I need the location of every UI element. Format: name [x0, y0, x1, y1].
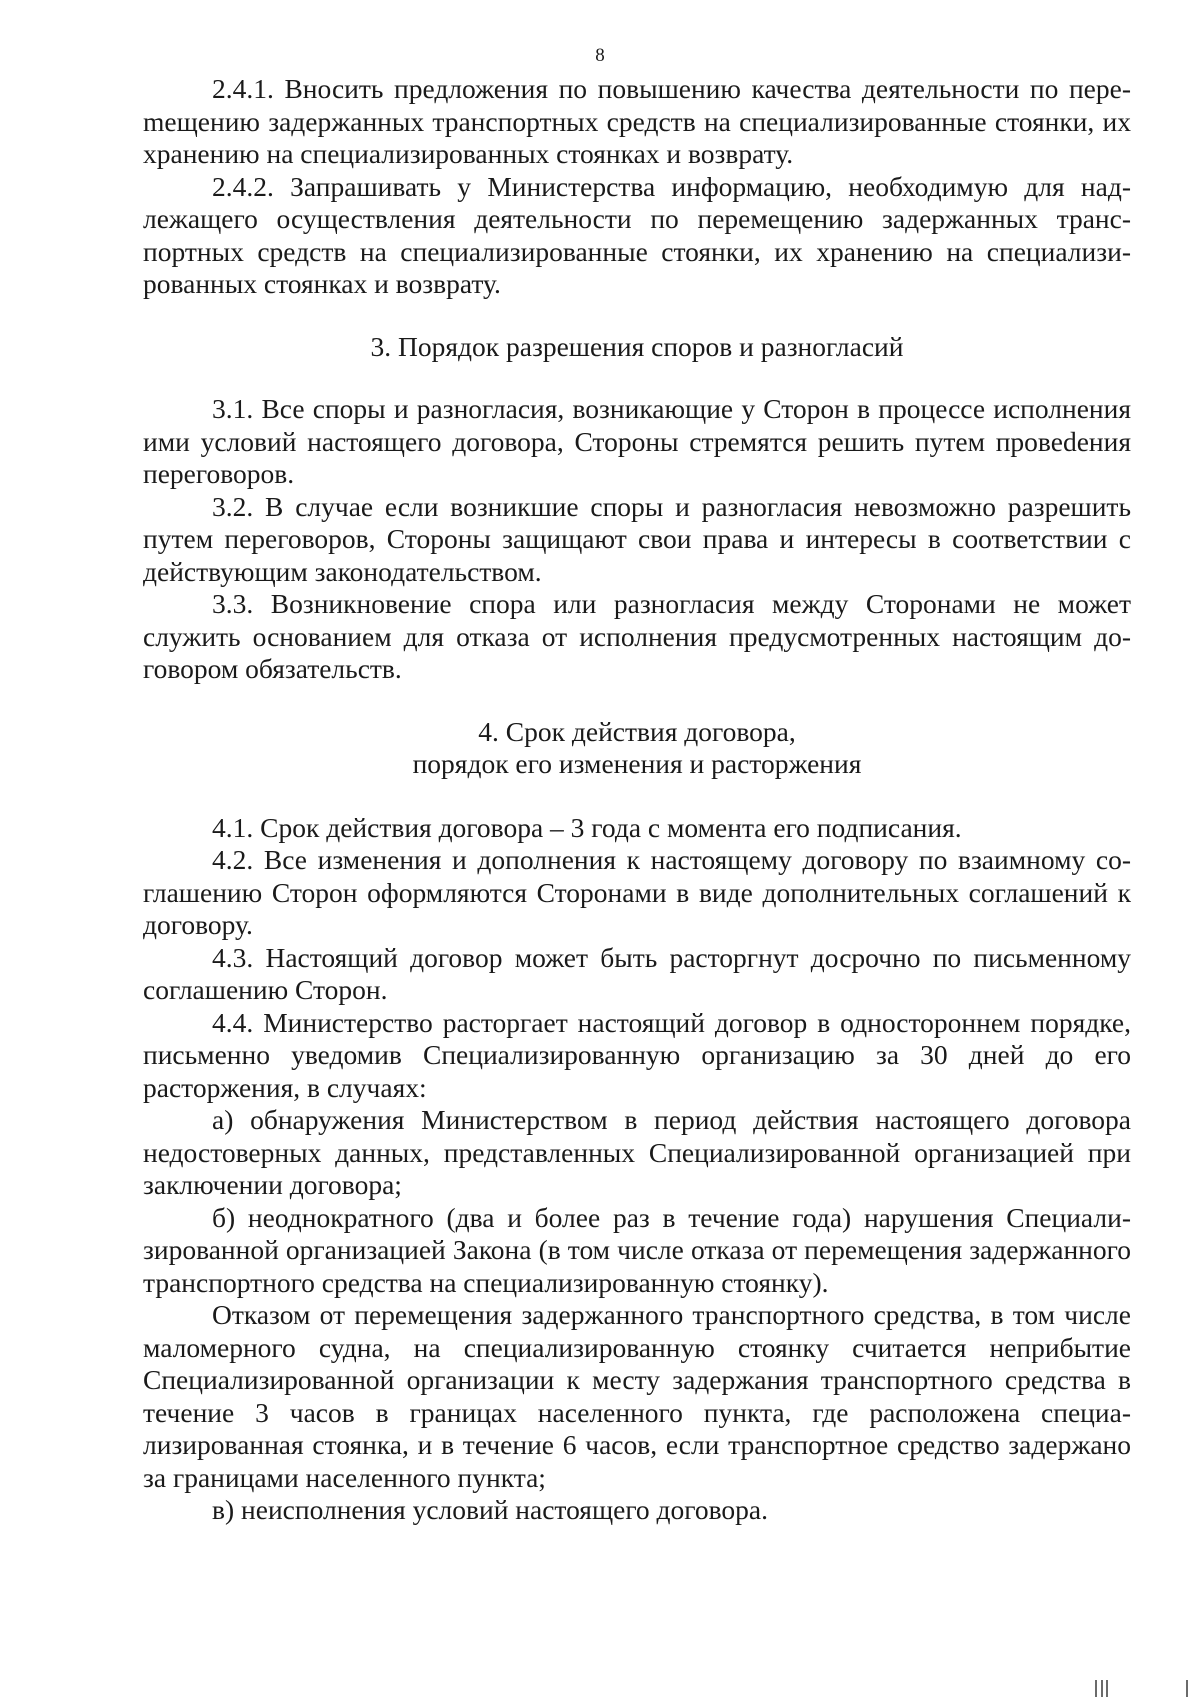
section-4-title-line2: порядок его изменения и расторжения [412, 748, 862, 779]
scan-edge-mark [1101, 1680, 1103, 1697]
clause-4-4-b: б) неоднократного (два и более раз в течение года) нарушения Специализированной организацией Закона (в том числе отказа от перемещения задержанного транспортного средства на специализированную стоянку). [143, 1201, 1131, 1298]
clause-3-2: 3.2. В случае если возникшие споры и разногласия невозможно разрешить путем переговоров, Стороны защищают свои права и интересы в соответствии с действующим законодательством. [143, 490, 1131, 587]
clause-4-1: 4.1. Срок действия договора – 3 года с момента его подписания. [212, 811, 962, 843]
clause-2-4-1: 2.4.1. Вносить предложения по повышению качества деятельности по переmещению задержанных транспортных средств на специализированные стоянки, их хранению на специализированных стоянках и возврату. [143, 73, 1131, 169]
clause-3-1: 3.1. Все споры и разногласия, возникающие у Сторон в процессе исполнения ими условий настоящего договора, Стороны стремятся решить путем провеdения переговоров. [143, 393, 1131, 489]
clause-2-4-2: 2.4.2. Запрашивать у Министерства информацию, необходимую для надлежащего осуществления деятельности по перемещению задержанных транспортных средств на специализированные стоянки, их хранению на специализированных стоянках и возврату. [143, 170, 1131, 299]
page-number: 8 [595, 45, 605, 66]
section-3-title: 3. Порядок разрешения споров и разногласий [370, 330, 904, 362]
refusal-definition: Отказом от перемещения задержанного транспортного средства, в том числе маломерного судна, на специализированную стоянку считается неприбытие Специализированной организации к месту задержания транспортного средства в течение 3 часов в границах населенного пункта, где расположена специализированная стоянка, и в течение 6 часов, если транспортное средство задержано за границами населенного пункта; [143, 1299, 1131, 1493]
clause-4-4: 4.4. Министерство расторгает настоящий договор в одностороннем порядке, письменно уведомив Специализированную организацию за 30 дней до его расторжения, в случаях: [143, 1006, 1131, 1103]
clause-3-3: 3.3. Возникновение спора или разногласия между Сторонами не может служить основанием для отказа от исполнения предусмотренных настоящим договором обязательств. [143, 588, 1131, 684]
scan-edge-mark [1106, 1680, 1108, 1697]
document-body [143, 73, 1131, 1527]
clause-4-3: 4.3. Настоящий договор может быть расторгнут досрочно по письменному соглашению Сторон. [143, 941, 1131, 1005]
clause-4-4-v: в) неисполнения условий настоящего договора. [212, 1494, 769, 1525]
clause-4-4-a: а) обнаружения Министерством в период действия настоящего договора недостоверных данных, представленных Специализированной организацией при заключении договора; [143, 1104, 1131, 1200]
scan-edge-mark [1186, 1680, 1188, 1697]
section-4-title-line1: 4. Срок действия договора, [478, 715, 796, 747]
clause-4-2: 4.2. Все изменения и дополнения к настоящему договору по взаимному соглашению Сторон оформляются Сторонами в виде дополнительных соглашений к договору. [143, 844, 1131, 940]
scan-edge-mark [1095, 1680, 1097, 1697]
